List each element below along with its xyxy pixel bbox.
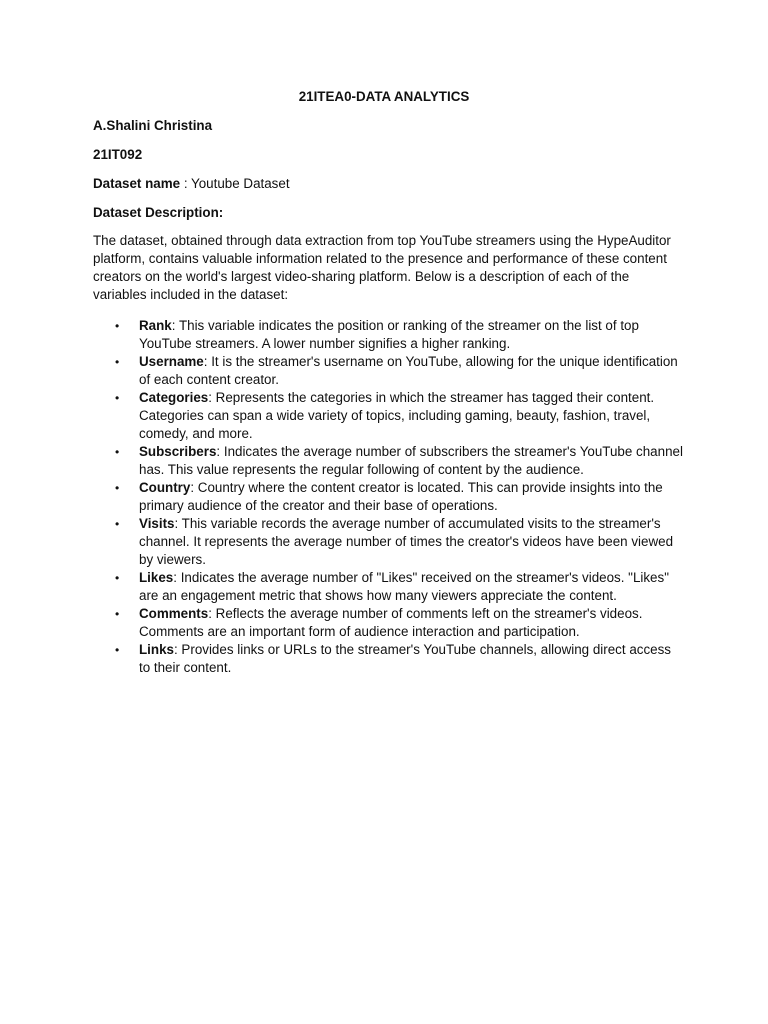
variable-name: Visits: [139, 516, 175, 531]
variable-description: : Provides links or URLs to the streamer's YouTube channels, allowing direct access to their content.: [139, 642, 671, 675]
bullet-icon: •: [115, 355, 120, 369]
bullet-icon: •: [115, 445, 120, 459]
author-name: A.Shalini Christina: [93, 118, 213, 133]
bullet-icon: •: [115, 319, 120, 333]
variable-description: : It is the streamer's username on YouTube, allowing for the unique identification of each content creator.: [139, 354, 678, 387]
variable-item-likes: [93, 569, 683, 605]
dataset-name-value: Youtube Dataset: [191, 176, 290, 191]
bullet-icon: •: [115, 571, 120, 585]
variable-description: : This variable indicates the position or ranking of the streamer on the list of top YouTube streamers. A lower number signifies a higher ranking.: [139, 318, 639, 351]
variable-list: [93, 317, 683, 677]
description-paragraph: The dataset, obtained through data extraction from top YouTube streamers using the HypeAuditor platform, contains valuable information related to the presence and performance of these content creators on the world's largest video-sharing platform. Below is a description of each of the variables included in the dataset:: [93, 233, 671, 302]
variable-item-username: [93, 353, 683, 389]
variable-name: Country: [139, 480, 191, 495]
variable-item-links: [93, 641, 683, 677]
variable-item-visits: [93, 515, 683, 569]
variable-name: Comments: [139, 606, 209, 621]
variable-name: Rank: [139, 318, 172, 333]
dataset-name-label: Dataset name: [93, 176, 181, 191]
variable-description: : Indicates the average number of subscribers the streamer's YouTube channel has. This value represents the regular following of content by the audience.: [139, 444, 683, 477]
document-title: 21ITEA0-DATA ANALYTICS: [298, 89, 470, 104]
dataset-name-separator: :: [180, 176, 192, 191]
bullet-icon: •: [115, 481, 120, 495]
variable-description: : Represents the categories in which the streamer has tagged their content. Categories can span a wide variety of topics, including gaming, beauty, fashion, travel, comedy, and more.: [139, 390, 655, 441]
variable-description: : Reflects the average number of comments left on the streamer's videos. Comments are an important form of audience interaction and participation.: [139, 606, 643, 639]
variable-name: Links: [139, 642, 174, 657]
variable-item-subscribers: [93, 443, 683, 479]
variable-name: Categories: [139, 390, 209, 405]
variable-item-comments: [93, 605, 683, 641]
bullet-icon: •: [115, 391, 120, 405]
variable-name: Likes: [139, 570, 174, 585]
bullet-icon: •: [115, 607, 120, 621]
variable-name: Username: [139, 354, 204, 369]
variable-description: : This variable records the average number of accumulated visits to the streamer's channel. It represents the average number of times the creator's videos have been viewed by viewers.: [139, 516, 674, 567]
variable-description: : Country where the content creator is located. This can provide insights into the primary audience of the creator and their base of operations.: [139, 480, 663, 513]
variable-item-rank: [93, 317, 683, 353]
dataset-name-line: [93, 175, 290, 193]
variable-description: : Indicates the average number of "Likes" received on the streamer's videos. "Likes" are an engagement metric that shows how many viewers appreciate the content.: [139, 570, 669, 603]
variable-name: Subscribers: [139, 444, 217, 459]
bullet-icon: •: [115, 517, 120, 531]
bullet-icon: •: [115, 643, 120, 657]
roll-number: 21IT092: [93, 147, 143, 162]
variable-item-categories: [93, 389, 683, 443]
description-heading: Dataset Description:: [93, 205, 224, 220]
variable-item-country: [93, 479, 683, 515]
